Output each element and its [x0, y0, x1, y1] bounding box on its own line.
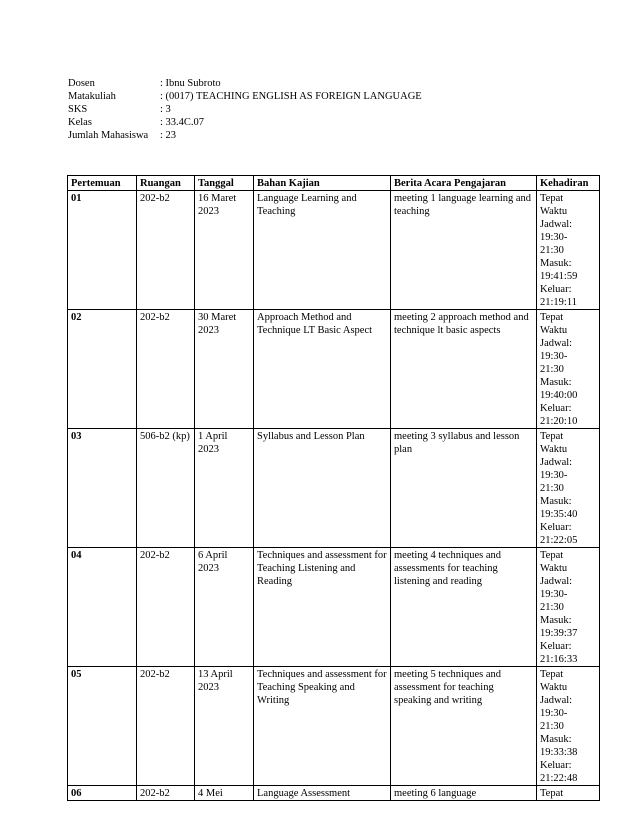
header-ruangan: Ruangan: [137, 176, 195, 191]
kehadiran-line: Jadwal:: [540, 576, 573, 587]
matakuliah-value: : (0017) TEACHING ENGLISH AS FOREIGN LANGUAGE: [160, 90, 422, 102]
kehadiran-line: 19:30-: [540, 589, 568, 600]
cell-ruangan: 506-b2 (kp): [137, 429, 195, 548]
kehadiran-line: Masuk:: [540, 258, 572, 269]
table-row: [68, 310, 600, 429]
kehadiran-line: 21:22:48: [540, 773, 578, 784]
kehadiran-line: Tepat: [540, 312, 564, 323]
kehadiran-line: 19:39:37: [540, 628, 578, 639]
kehadiran-line: Masuk:: [540, 377, 572, 388]
cell-kehadiran: [537, 191, 600, 310]
cell-kehadiran: [537, 548, 600, 667]
kehadiran-line: 19:30-: [540, 470, 568, 481]
cell-ruangan: 202-b2: [137, 667, 195, 786]
cell-bahan-kajian: Syllabus and Lesson Plan: [254, 429, 391, 548]
attendance-table: [67, 175, 600, 801]
cell-pertemuan: 06: [68, 786, 137, 801]
cell-tanggal: 1 April 2023: [195, 429, 254, 548]
cell-ruangan: 202-b2: [137, 548, 195, 667]
kehadiran-line: Tepat: [540, 788, 564, 799]
kehadiran-line: Keluar:: [540, 403, 572, 414]
cell-ruangan: 202-b2: [137, 310, 195, 429]
cell-pertemuan: 04: [68, 548, 137, 667]
kehadiran-line: Masuk:: [540, 496, 572, 507]
cell-kehadiran: [537, 786, 600, 801]
kehadiran-line: 21:30: [540, 483, 564, 494]
kehadiran-line: 19:30-: [540, 708, 568, 719]
header-bahan-kajian: Bahan Kajian: [254, 176, 391, 191]
info-row-kelas: [68, 116, 422, 129]
cell-kehadiran: [537, 310, 600, 429]
cell-tanggal: 4 Mei: [195, 786, 254, 801]
table-row: [68, 548, 600, 667]
kelas-label: Kelas: [68, 116, 92, 128]
cell-ruangan: 202-b2: [137, 786, 195, 801]
sks-value: : 3: [160, 103, 171, 115]
table-row: [68, 429, 600, 548]
kehadiran-line: Tepat: [540, 669, 564, 680]
cell-bahan-kajian: Techniques and assessment for Teaching Speaking and Writing: [254, 667, 391, 786]
kehadiran-line: Keluar:: [540, 760, 572, 771]
cell-pertemuan: 05: [68, 667, 137, 786]
sks-label: SKS: [68, 103, 88, 115]
header-berita-acara: Berita Acara Pengajaran: [391, 176, 537, 191]
jumlah-value: : 23: [160, 129, 177, 141]
cell-bahan-kajian: Language Assessment: [254, 786, 391, 801]
kehadiran-line: Tepat: [540, 431, 564, 442]
cell-tanggal: 6 April 2023: [195, 548, 254, 667]
matakuliah-label: Matakuliah: [68, 90, 116, 102]
kehadiran-line: 21:30: [540, 364, 564, 375]
kehadiran-line: 19:40:00: [540, 390, 578, 401]
info-row-jumlah: [68, 129, 422, 142]
kehadiran-line: 21:19:11: [540, 297, 577, 308]
info-row-matakuliah: [68, 90, 422, 103]
cell-tanggal: 30 Maret 2023: [195, 310, 254, 429]
dosen-value: : Ibnu Subroto: [160, 78, 221, 89]
cell-tanggal: 16 Maret 2023: [195, 191, 254, 310]
cell-ruangan: 202-b2: [137, 191, 195, 310]
cell-pertemuan: 03: [68, 429, 137, 548]
table-row: [68, 786, 600, 801]
jumlah-label: Jumlah Mahasiswa: [68, 129, 149, 141]
kehadiran-line: Tepat: [540, 193, 564, 204]
cell-berita-acara: meeting 3 syllabus and lesson plan: [391, 429, 537, 548]
kehadiran-line: 21:30: [540, 245, 564, 256]
kehadiran-line: 19:41:59: [540, 271, 578, 282]
kehadiran-line: 19:35:40: [540, 509, 578, 520]
kehadiran-line: 21:30: [540, 602, 564, 613]
kehadiran-line: Jadwal:: [540, 695, 573, 706]
kelas-value: : 33.4C.07: [160, 116, 205, 128]
header-kehadiran: Kehadiran: [537, 176, 600, 191]
kehadiran-line: 19:30-: [540, 351, 568, 362]
kehadiran-line: 21:16:33: [540, 654, 578, 665]
kehadiran-line: Waktu: [540, 444, 568, 455]
kehadiran-line: 19:30-: [540, 232, 568, 243]
cell-kehadiran: [537, 429, 600, 548]
cell-kehadiran: [537, 667, 600, 786]
kehadiran-line: Jadwal:: [540, 338, 573, 349]
info-row-sks: [68, 103, 422, 116]
kehadiran-line: Keluar:: [540, 284, 572, 295]
kehadiran-line: Masuk:: [540, 615, 572, 626]
course-info: [68, 77, 422, 141]
dosen-label: Dosen: [68, 78, 95, 89]
cell-tanggal: 13 April 2023: [195, 667, 254, 786]
cell-berita-acara: meeting 5 techniques and assessment for teaching speaking and writing: [391, 667, 537, 786]
kehadiran-line: Masuk:: [540, 734, 572, 745]
kehadiran-line: Waktu: [540, 206, 568, 217]
cell-berita-acara: meeting 6 language: [391, 786, 537, 801]
cell-berita-acara: meeting 2 approach method and technique lt basic aspects: [391, 310, 537, 429]
kehadiran-line: Jadwal:: [540, 457, 573, 468]
kehadiran-line: 19:33:38: [540, 747, 578, 758]
header-pertemuan: Pertemuan: [68, 176, 137, 191]
kehadiran-line: Tepat: [540, 550, 564, 561]
kehadiran-line: Jadwal:: [540, 219, 573, 230]
table-row: [68, 667, 600, 786]
cell-pertemuan: 02: [68, 310, 137, 429]
cell-bahan-kajian: Techniques and assessment for Teaching Listening and Reading: [254, 548, 391, 667]
table-header-row: [68, 176, 600, 191]
info-row-dosen: [68, 77, 422, 90]
cell-bahan-kajian: Approach Method and Technique LT Basic Aspect: [254, 310, 391, 429]
kehadiran-line: 21:20:10: [540, 416, 578, 427]
cell-berita-acara: meeting 1 language learning and teaching: [391, 191, 537, 310]
kehadiran-line: Waktu: [540, 563, 568, 574]
cell-bahan-kajian: Language Learning and Teaching: [254, 191, 391, 310]
cell-pertemuan: 01: [68, 191, 137, 310]
kehadiran-line: Keluar:: [540, 641, 572, 652]
kehadiran-line: Waktu: [540, 325, 568, 336]
table-row: [68, 191, 600, 310]
cell-berita-acara: meeting 4 techniques and assessments for teaching listening and reading: [391, 548, 537, 667]
kehadiran-line: Waktu: [540, 682, 568, 693]
header-tanggal: Tanggal: [195, 176, 254, 191]
kehadiran-line: 21:22:05: [540, 535, 578, 546]
kehadiran-line: 21:30: [540, 721, 564, 732]
kehadiran-line: Keluar:: [540, 522, 572, 533]
